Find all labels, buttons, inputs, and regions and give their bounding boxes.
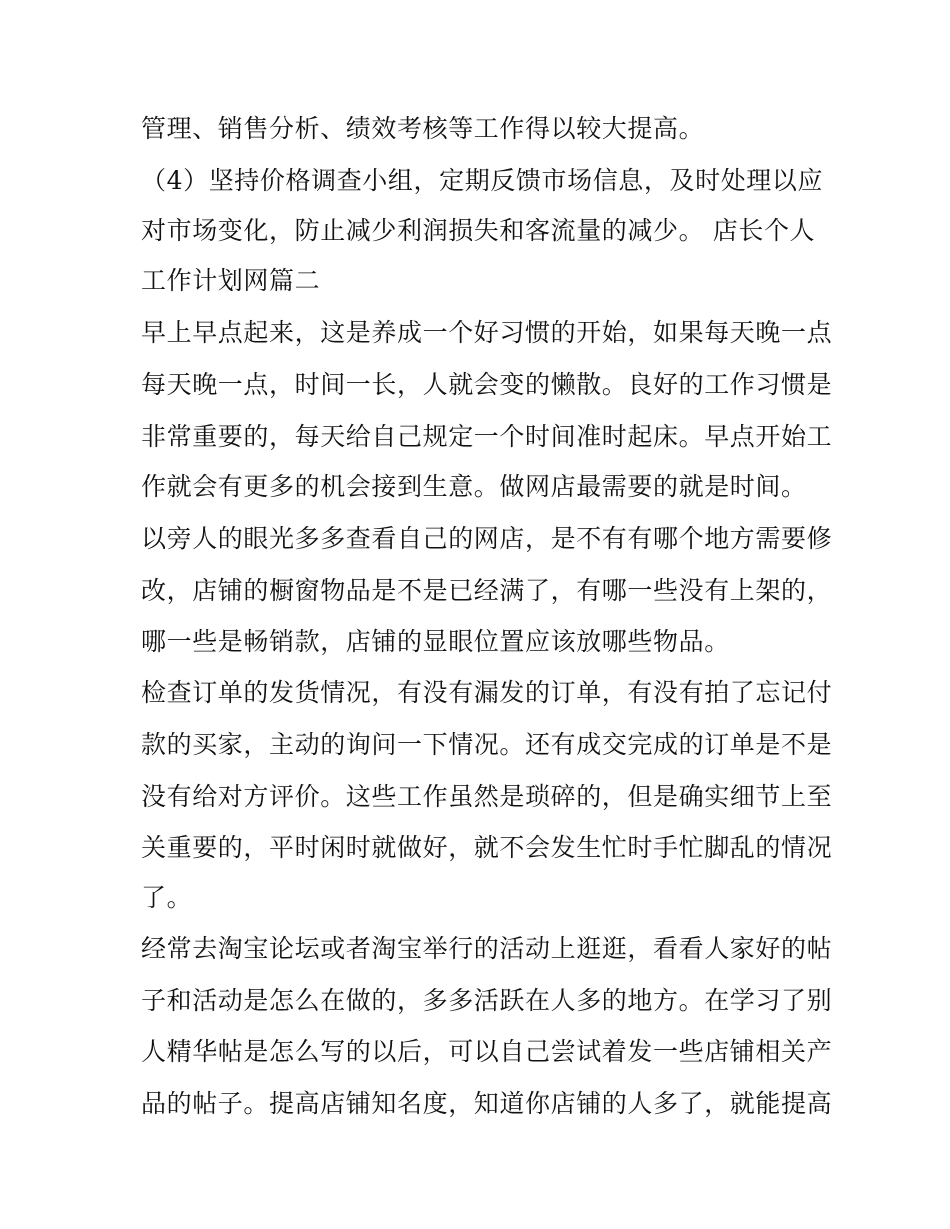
- text-line: 没有给对方评价。这些工作虽然是琐碎的，但是确实细节上至: [141, 782, 833, 811]
- text-line: 经常去淘宝论坛或者淘宝举行的活动上逛逛，看看人家好的帖: [141, 934, 833, 963]
- text-line: 对市场变化，防止减少利润损失和客流量的减少。 店长个人: [141, 216, 816, 245]
- text-line: 检查订单的发货情况，有没有漏发的订单，有没有拍了忘记付: [141, 678, 833, 707]
- text-line: 每天晚一点，时间一长，人就会变的懒散。良好的工作习惯是: [141, 370, 833, 399]
- text-line: 工作计划网篇二: [141, 266, 321, 295]
- text-line: 品的帖子。提高店铺知名度，知道你店铺的人多了，就能提高: [141, 1089, 833, 1118]
- text-line: 款的买家，主动的询问一下情况。还有成交完成的订单是不是: [141, 730, 833, 759]
- text-line: 关重要的，平时闲时就做好，就不会发生忙时手忙脚乱的情况: [141, 833, 833, 862]
- text-line: 子和活动是怎么在做的，多多活跃在人多的地方。在学习了别: [141, 986, 833, 1015]
- text-line: 管理、销售分析、绩效考核等工作得以较大提高。: [141, 114, 705, 143]
- text-line: （4）坚持价格调查小组，定期反馈市场信息，及时处理以应: [141, 166, 824, 195]
- text-line: 了。: [141, 883, 193, 912]
- text-line: 改，店铺的橱窗物品是不是已经满了，有哪一些没有上架的，: [141, 576, 833, 605]
- text-line: 非常重要的，每天给自己规定一个时间准时起床。早点开始工: [141, 422, 833, 451]
- text-line: 早上早点起来，这是养成一个好习惯的开始，如果每天晚一点: [141, 318, 833, 347]
- text-line: 作就会有更多的机会接到生意。做网店最需要的就是时间。: [141, 472, 807, 501]
- text-line: 人精华帖是怎么写的以后，可以自己尝试着发一些店铺相关产: [141, 1037, 833, 1066]
- text-line: 哪一些是畅销款，店铺的显眼位置应该放哪些物品。: [141, 627, 730, 656]
- text-line: 以旁人的眼光多多查看自己的网店，是不有有哪个地方需要修: [141, 524, 833, 553]
